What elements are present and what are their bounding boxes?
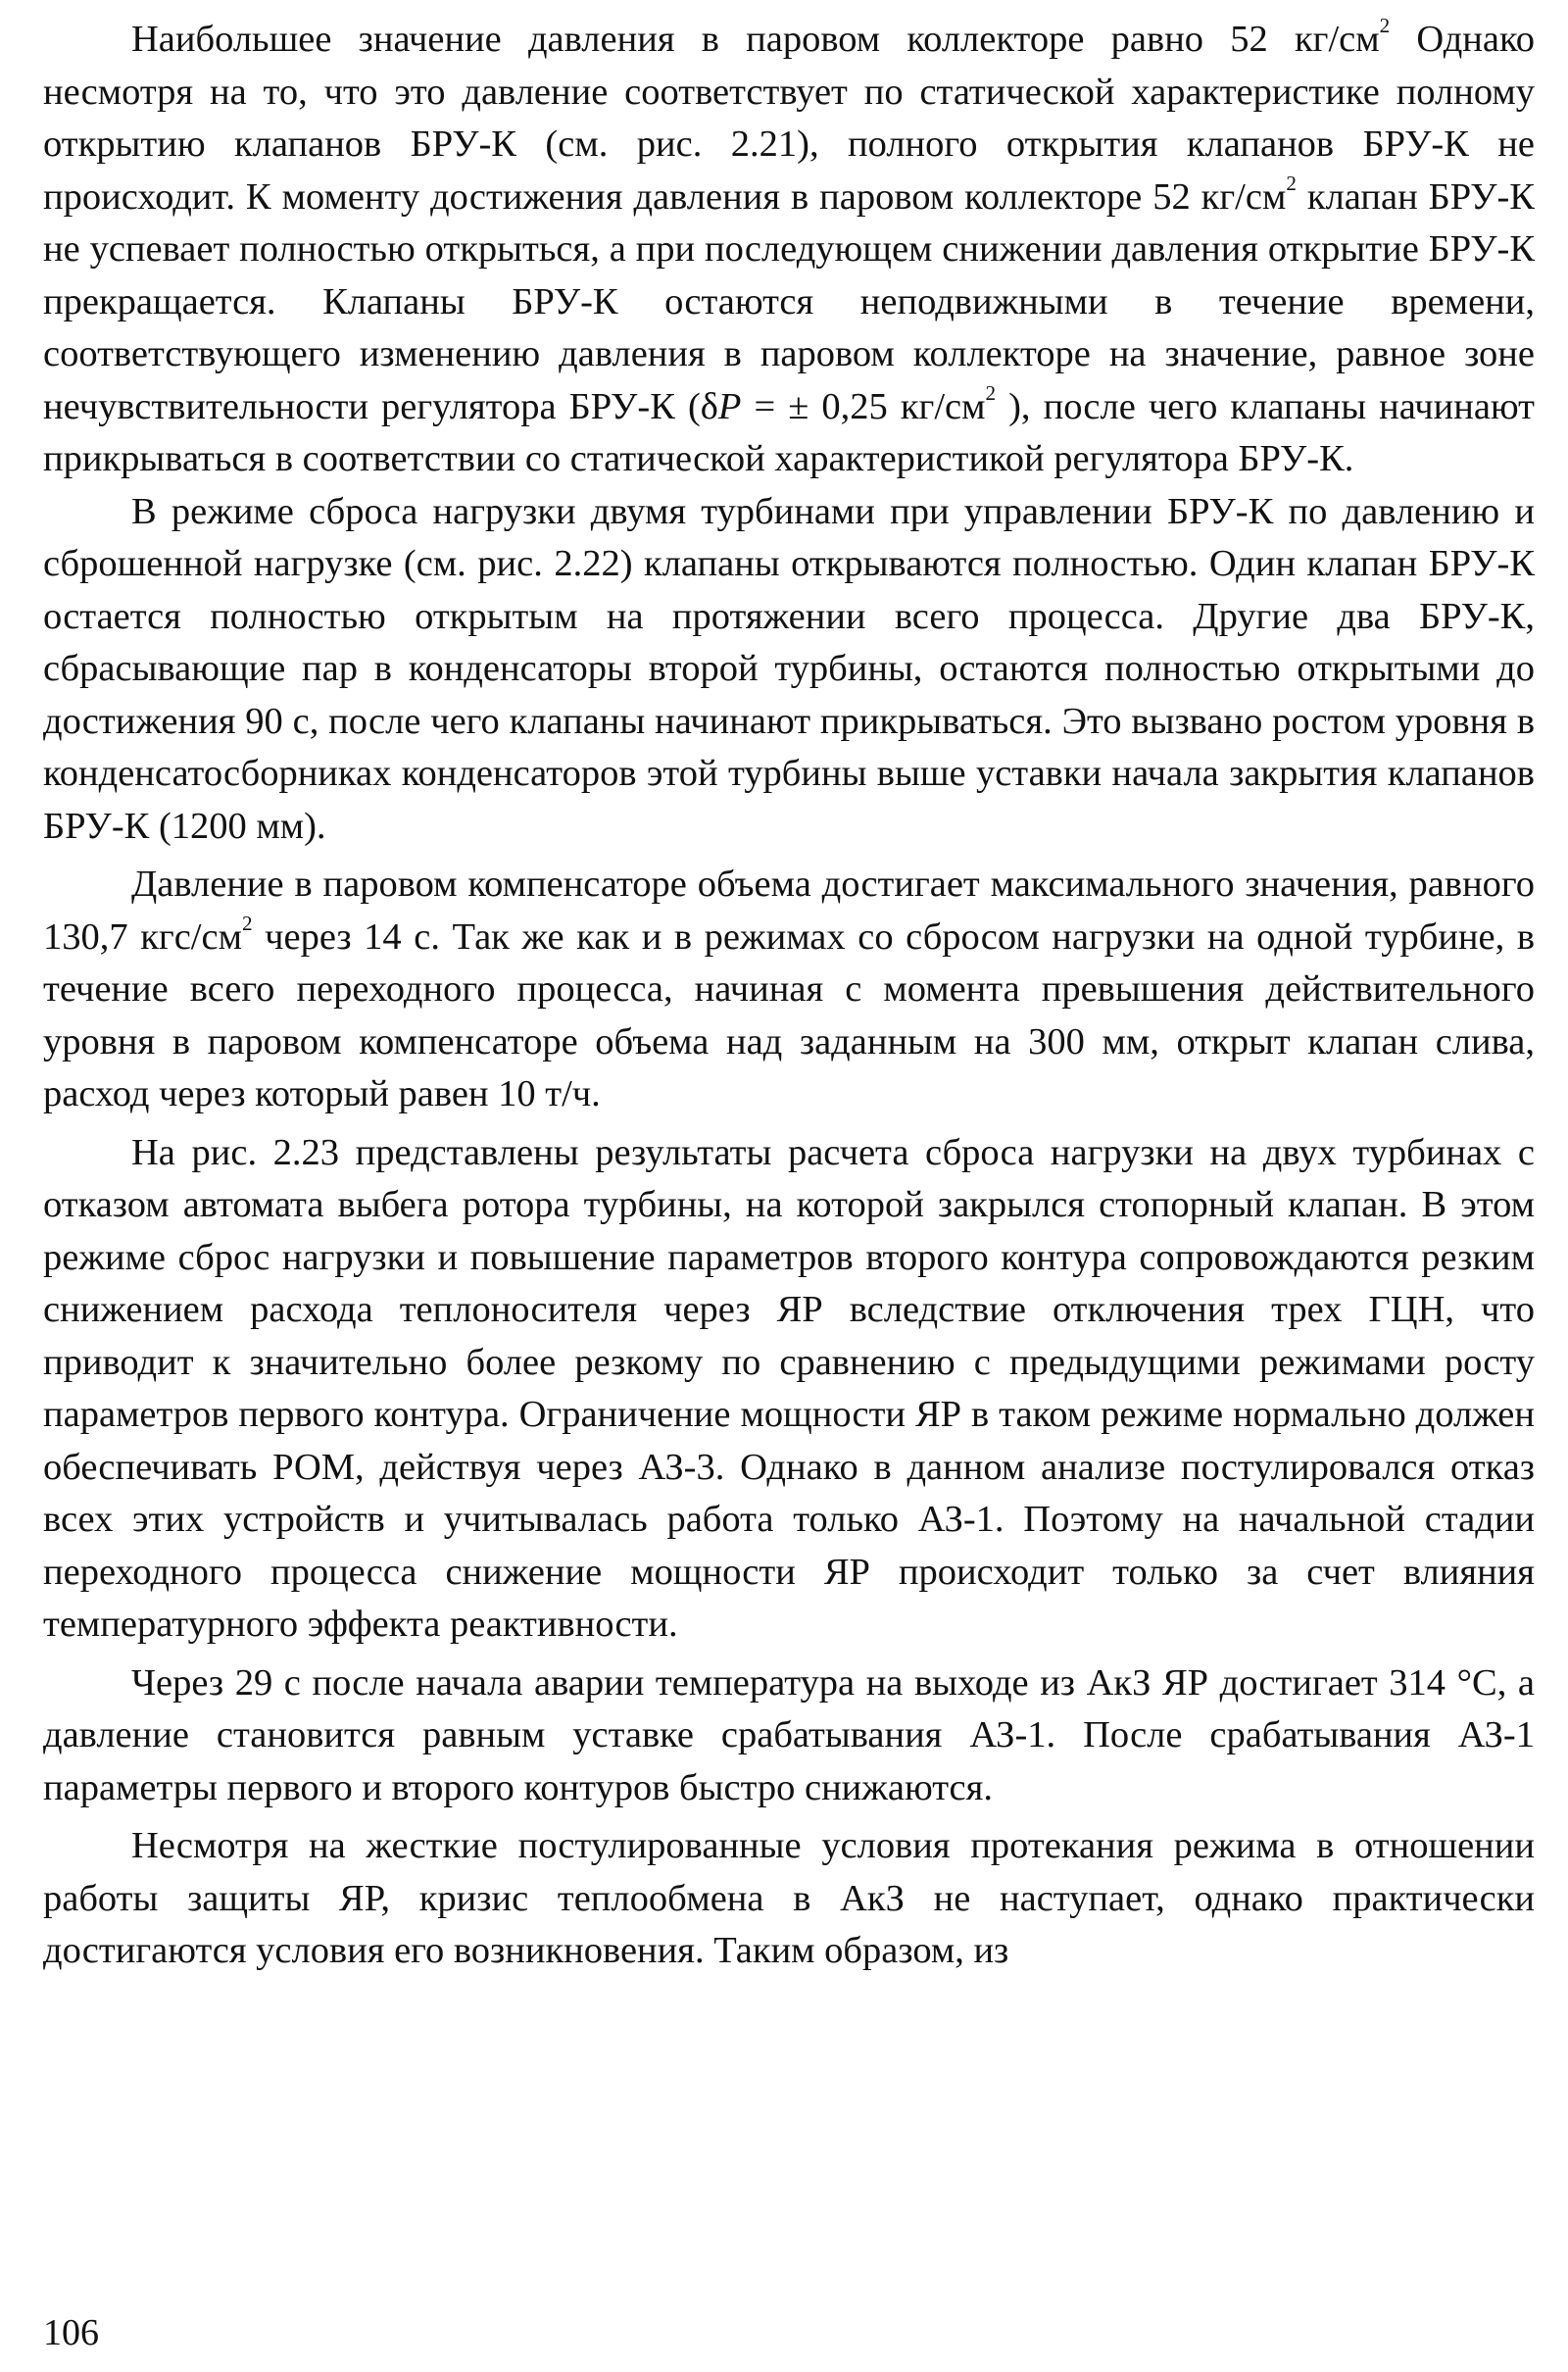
- paragraph-1: Наибольшее значение давления в паровом коллекторе равно 52 $кг/см^2$ Однако несмотря на то, что это давление соответствует по статической характеристике полному открытию клапанов БРУ-К (см. рис. 2.21), полного открытия клапанов БРУ-К не происходит. К моменту достижения давления в паровом коллекторе 52 $кг/см^2$ клапан БРУ-К не успевает полностью открыться, а при последующем снижении давления открытие БРУ-К прекращается. Клапаны БРУ-К остаются неподвижными в течение времени, соответствующего изменению давления в паровом коллекторе на значение, равное зоне нечувствительности регулятора БРУ-К (δP = ± 0,25 $кг/см^2$ ), после чего клапаны начинают прикрываться в соответствии со статической характеристикой регулятора БРУ-К.: [43, 13, 1535, 479]
- paragraph-3: Давление в паровом компенсаторе объема достигает максимального значения, равного 130,7 кгс/$см^2$ через 14 с. Так же как и в режимах со сбросом нагрузки на одной турбине, в течение всего переходного процесса, начиная с момента превышения действительного уровня в паровом компенсаторе объема над заданным на 300 мм, открыт клапан слива, расход через который равен 10 т/ч.: [43, 864, 1536, 1114]
- paragraph-6: Несмотря на жесткие постулированные условия протекания режима в отношении работы защиты ЯР, кризис теплообмена в АкЗ не наступает, однако практически достигаются условия его возникновения. Таким образом, из: [43, 1825, 1535, 1971]
- page-number: 106: [43, 2312, 99, 2353]
- paragraph-5: Через 29 с после начала аварии температура на выходе из АкЗ ЯР достигает 314 °С, а давление становится равным уставке срабатывания АЗ-1. После срабатывания АЗ-1 параметры первого и второго контуров быстро снижаются.: [43, 1661, 1535, 1808]
- page-body: [43, 14, 1535, 1978]
- paragraph-4: На рис. 2.23 представлены результаты расчета сброса нагрузки на двух турбинах с отказом автомата выбега ротора турбины, на которой закрылся стопорный клапан. В этом режиме сброс нагрузки и повышение параметров второго контура сопровождаются резким снижением расхода теплоносителя через ЯР вследствие отключения трех ГЦН, что приводит к значительно более резкому по сравнению с предыдущими режимами росту параметров первого контура. Ограничение мощности ЯР в таком режиме нормально должен обеспечивать РОМ, действуя через АЗ-3. Однако в данном анализе постулировался отказ всех этих устройств и учитывалась работа только АЗ-1. Поэтому на начальной стадии переходного процесса снижение мощности ЯР происходит только за счет влияния температурного эффекта реактивности.: [43, 1131, 1535, 1645]
- paragraph-2: В режиме сброса нагрузки двумя турбинами при управлении БРУ-К по давлению и сброшенной нагрузке (см. рис. 2.22) клапаны открываются полностью. Один клапан БРУ-К остается полностью открытым на протяжении всего процесса. Другие два БРУ-К, сбрасывающие пар в конденсаторы второй турбины, остаются полностью открытыми до достижения 90 с, после чего клапаны начинают прикрываться. Это вызвано ростом уровня в конденсатосборниках конденсаторов этой турбины выше уставки начала закрытия клапанов БРУ-К (1200 мм).: [43, 490, 1535, 847]
